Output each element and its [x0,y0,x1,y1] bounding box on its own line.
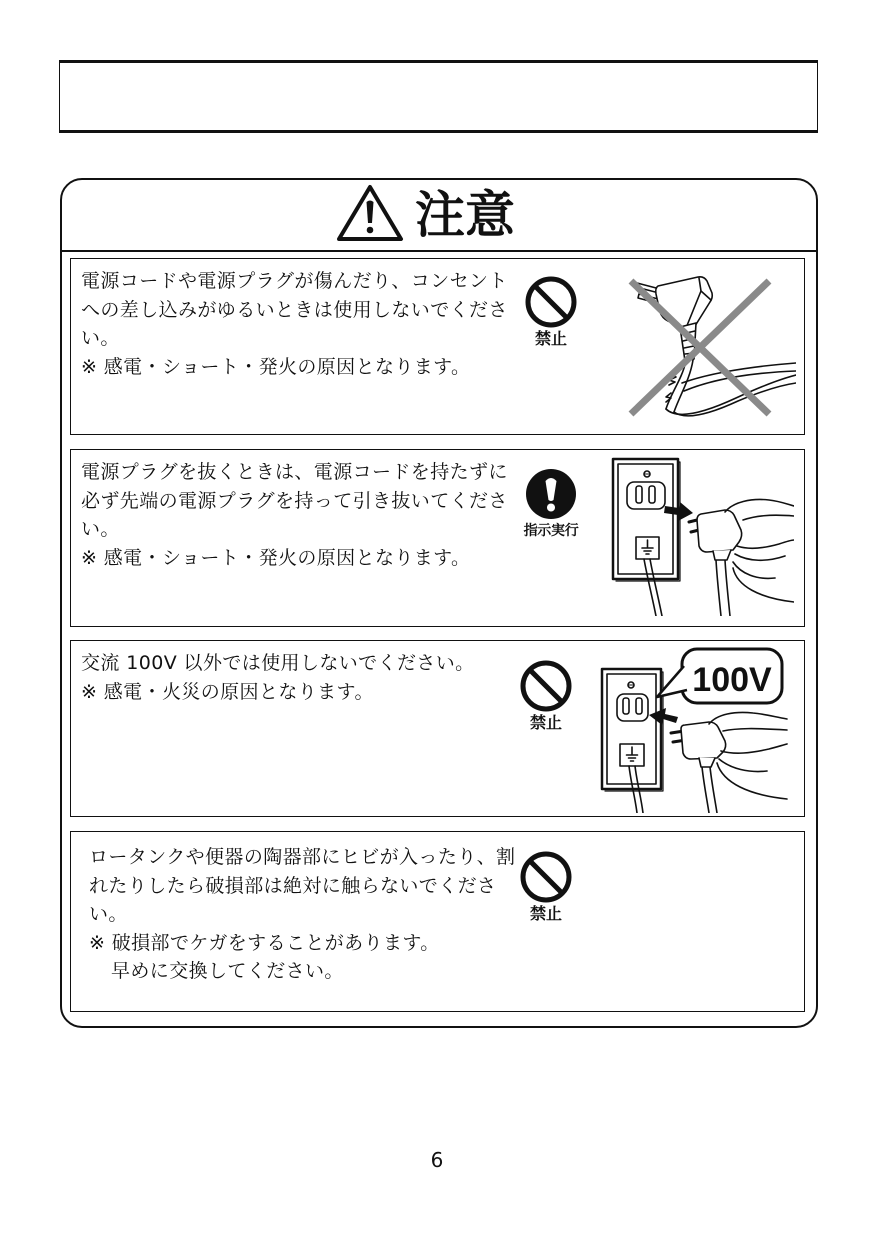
prohibition-icon [520,851,572,903]
caution-item-text [81,267,508,381]
caution-note-line: 早めに交換してください。 [111,960,344,982]
prohibition-symbol [521,276,581,347]
caution-title: 注意 [415,186,515,244]
caution-note-line: ※ 破損部でケガをすることがあります。 [89,931,440,954]
caution-item-text [81,458,508,572]
mandatory-action-symbol [521,468,581,539]
caution-item-voltage [70,640,805,817]
caution-text-line: れたりしたら破損部は絶対に触らないでくださ [89,874,497,897]
caution-text-line: 必ず先端の電源プラグを持って引き抜いてくださ [81,489,508,512]
caution-text-line: 交流 100V 以外では使用しないでください。 [81,652,475,674]
page-number: 6 [430,1148,444,1172]
caution-text-line: 電源プラグを抜くときは、電源コードを持たずに [81,461,508,483]
caution-note-line: ※ 感電・ショート・発火の原因となります。 [81,546,471,569]
unplug-by-holding-plug-illustration [609,456,794,616]
symbol-label: 禁止 [529,713,562,732]
caution-text-line: い。 [81,518,120,540]
symbol-label: 禁止 [534,329,567,348]
caution-header [62,180,816,252]
mandatory-action-icon [525,468,577,520]
caution-text-line: い。 [89,903,128,925]
caution-text-line: 電源コードや電源プラグが傷んだり、コンセント [81,270,508,292]
caution-note-line: ※ 感電・ショート・発火の原因となります。 [81,355,471,378]
caution-item-unplugging [70,449,805,627]
caution-note-line: ※ 感電・火災の原因となります。 [81,680,374,703]
caution-item-text [89,843,515,986]
voltage-label: 100V [692,661,772,699]
caution-item-cracked-ceramic [70,831,805,1012]
prohibition-symbol [516,851,576,922]
symbol-label: 指示実行 [523,523,579,539]
caution-text-line: い。 [81,327,120,349]
page-header-bar [59,60,818,133]
caution-panel [60,178,818,1028]
symbol-label: 禁止 [529,904,562,923]
caution-text-line: ロータンクや便器の陶器部にヒビが入ったり、割 [89,846,516,868]
prohibition-icon [520,660,572,712]
prohibition-symbol [516,660,576,731]
caution-item-damaged-cord [70,258,805,435]
caution-item-text [81,649,475,706]
prohibition-icon [525,276,577,328]
outlet-voltage-illustration [599,645,789,813]
damaged-plug-crossed-out-illustration [624,271,796,423]
warning-triangle-icon [335,183,405,243]
caution-text-line: への差し込みがゆるいときは使用しないでくださ [81,298,508,321]
